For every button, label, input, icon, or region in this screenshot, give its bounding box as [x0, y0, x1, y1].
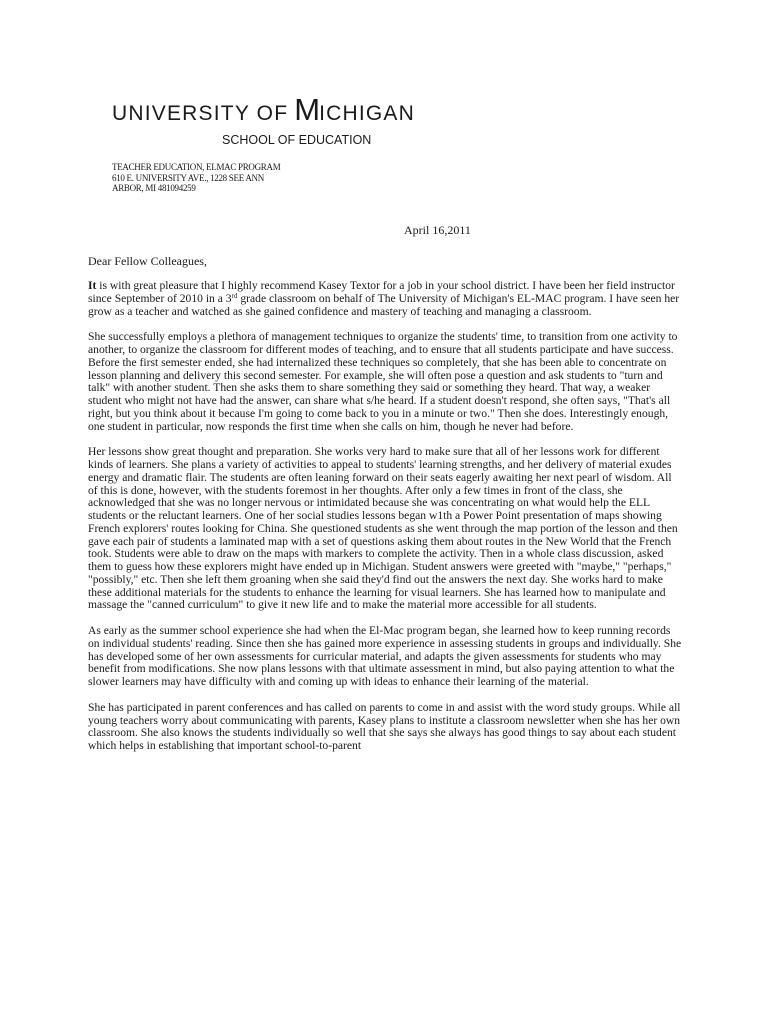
address-line: ARBOR, MI 481094259 [112, 183, 196, 193]
ordinal-superscript: rd [231, 291, 238, 300]
paragraph-lead-word: It [88, 279, 97, 292]
address-line: TEACHER EDUCATION, ELMAC PROGRAM [112, 162, 281, 172]
salutation: Dear Fellow Colleagues, [88, 254, 207, 268]
body-paragraph-4: As early as the summer school experience she had when the El-Mac program began, she learned how to keep running records on individual students' reading. Since then she has gained more experience in assessing students in groups and individually. She has developed some of her own assessments for curricular material, and adapts the given assessments for students who may benefit from modifications. She now plans lessons with that ultimate assessment in mind, but also paying attention to what the slower learners may have difficulty with and coming up with ideas to enhance their learning of the material. [88, 624, 682, 688]
address-line: 610 E. UNIVERSITY AVE., 1228 SEE ANN [112, 172, 264, 183]
university-name-part1: UNIVERSITY OF [112, 102, 289, 125]
body-paragraph-3: Her lessons show great thought and preparation. She works very hard to make sure that all of her lessons work for different kinds of learners. She plans a variety of activities to appeal to students' learning strengths, and her delivery of material exudes energy and dramatic flair. The students are often leaning forward on their seats eagerly awaiting her next pearl of wisdom. All of this is done, however, with the students foremost in her thoughts. After only a few times in front of the class, she acknowledged that she was no longer nervous or intimidated because she was concentrating on what would help the ELL students or the reluctant learners. One of her social studies lessons began w1th a Power Point presentation of maps showing French explorers' routes looking for China. She questioned students as she went through the map portion of the lesson and then gave each pair of students a laminated map with a set of questions asking them about routes in the New World that the French took. Students were able to draw on the maps with markers to complete the activity. Then in a whole class discussion, asked them to guess how these explorers might have ended up in Michigan. Student answers were greeted with "maybe," "perhaps," "possibly," etc. Then she left them groaning when she said they'd find out the answers the next day. She works hard to make these additional materials for the students to enhance the learning for visual learners. She has learned how to manipulate and massage the "canned curriculum" to give it new life and to make the material more accessible for all students. [88, 445, 678, 612]
school-name: SCHOOL OF EDUCATION [222, 133, 372, 147]
program-address [112, 162, 280, 194]
letterhead [112, 92, 415, 128]
paragraph-text: grade classroom on behalf of The University of Michigan's EL-MAC program. I have seen her grow as a teacher and watched as she gained confidence and mastery of teaching and managing a classroom. [88, 291, 680, 318]
letter-body [88, 280, 682, 766]
university-name-initial: M [294, 92, 321, 127]
paragraph-text: is with great pleasure that I highly recommend Kasey Textor for a job in your school district. I have been her field instructor since September of 2010 in a 3 [88, 279, 675, 305]
body-paragraph-1 [88, 280, 682, 318]
body-paragraph-2: She successfully employs a plethora of management techniques to organize the students' time, to transition from one activity to another, to organize the classroom for different modes of teaching, and to ensure that all students participate and have success. Before the first semester ended, she had internalized these techniques so completely, that she has been able to concentrate on lesson planning and delivery this second semester. For example, she will often pose a question and ask students to "turn and talk" with another student. Then she asks them to share something they said or something they heard. That way, a weaker student who might not have had the answer, can share what s/he heard. If a student doesn't respond, she often says, "That's all right, but you think about it because I'm going to come back to you in a minute or two." Then she does. Interestingly enough, one student in particular, now responds the first time when she calls on him, though he never had before. [88, 330, 678, 433]
university-name [112, 92, 415, 128]
letter-date: April 16,2011 [404, 223, 471, 237]
university-name-part2: ICHIGAN [319, 102, 415, 125]
body-paragraph-5: She has participated in parent conferences and has called on parents to come in and assist with the word study groups. While all young teachers worry about communicating with parents, Kasey plans to institute a classroom newsletter when she has her own classroom. She also knows the students individually so well that she says she always has good things to say about each student which helps in establishing that important school-to-parent [88, 700, 681, 752]
